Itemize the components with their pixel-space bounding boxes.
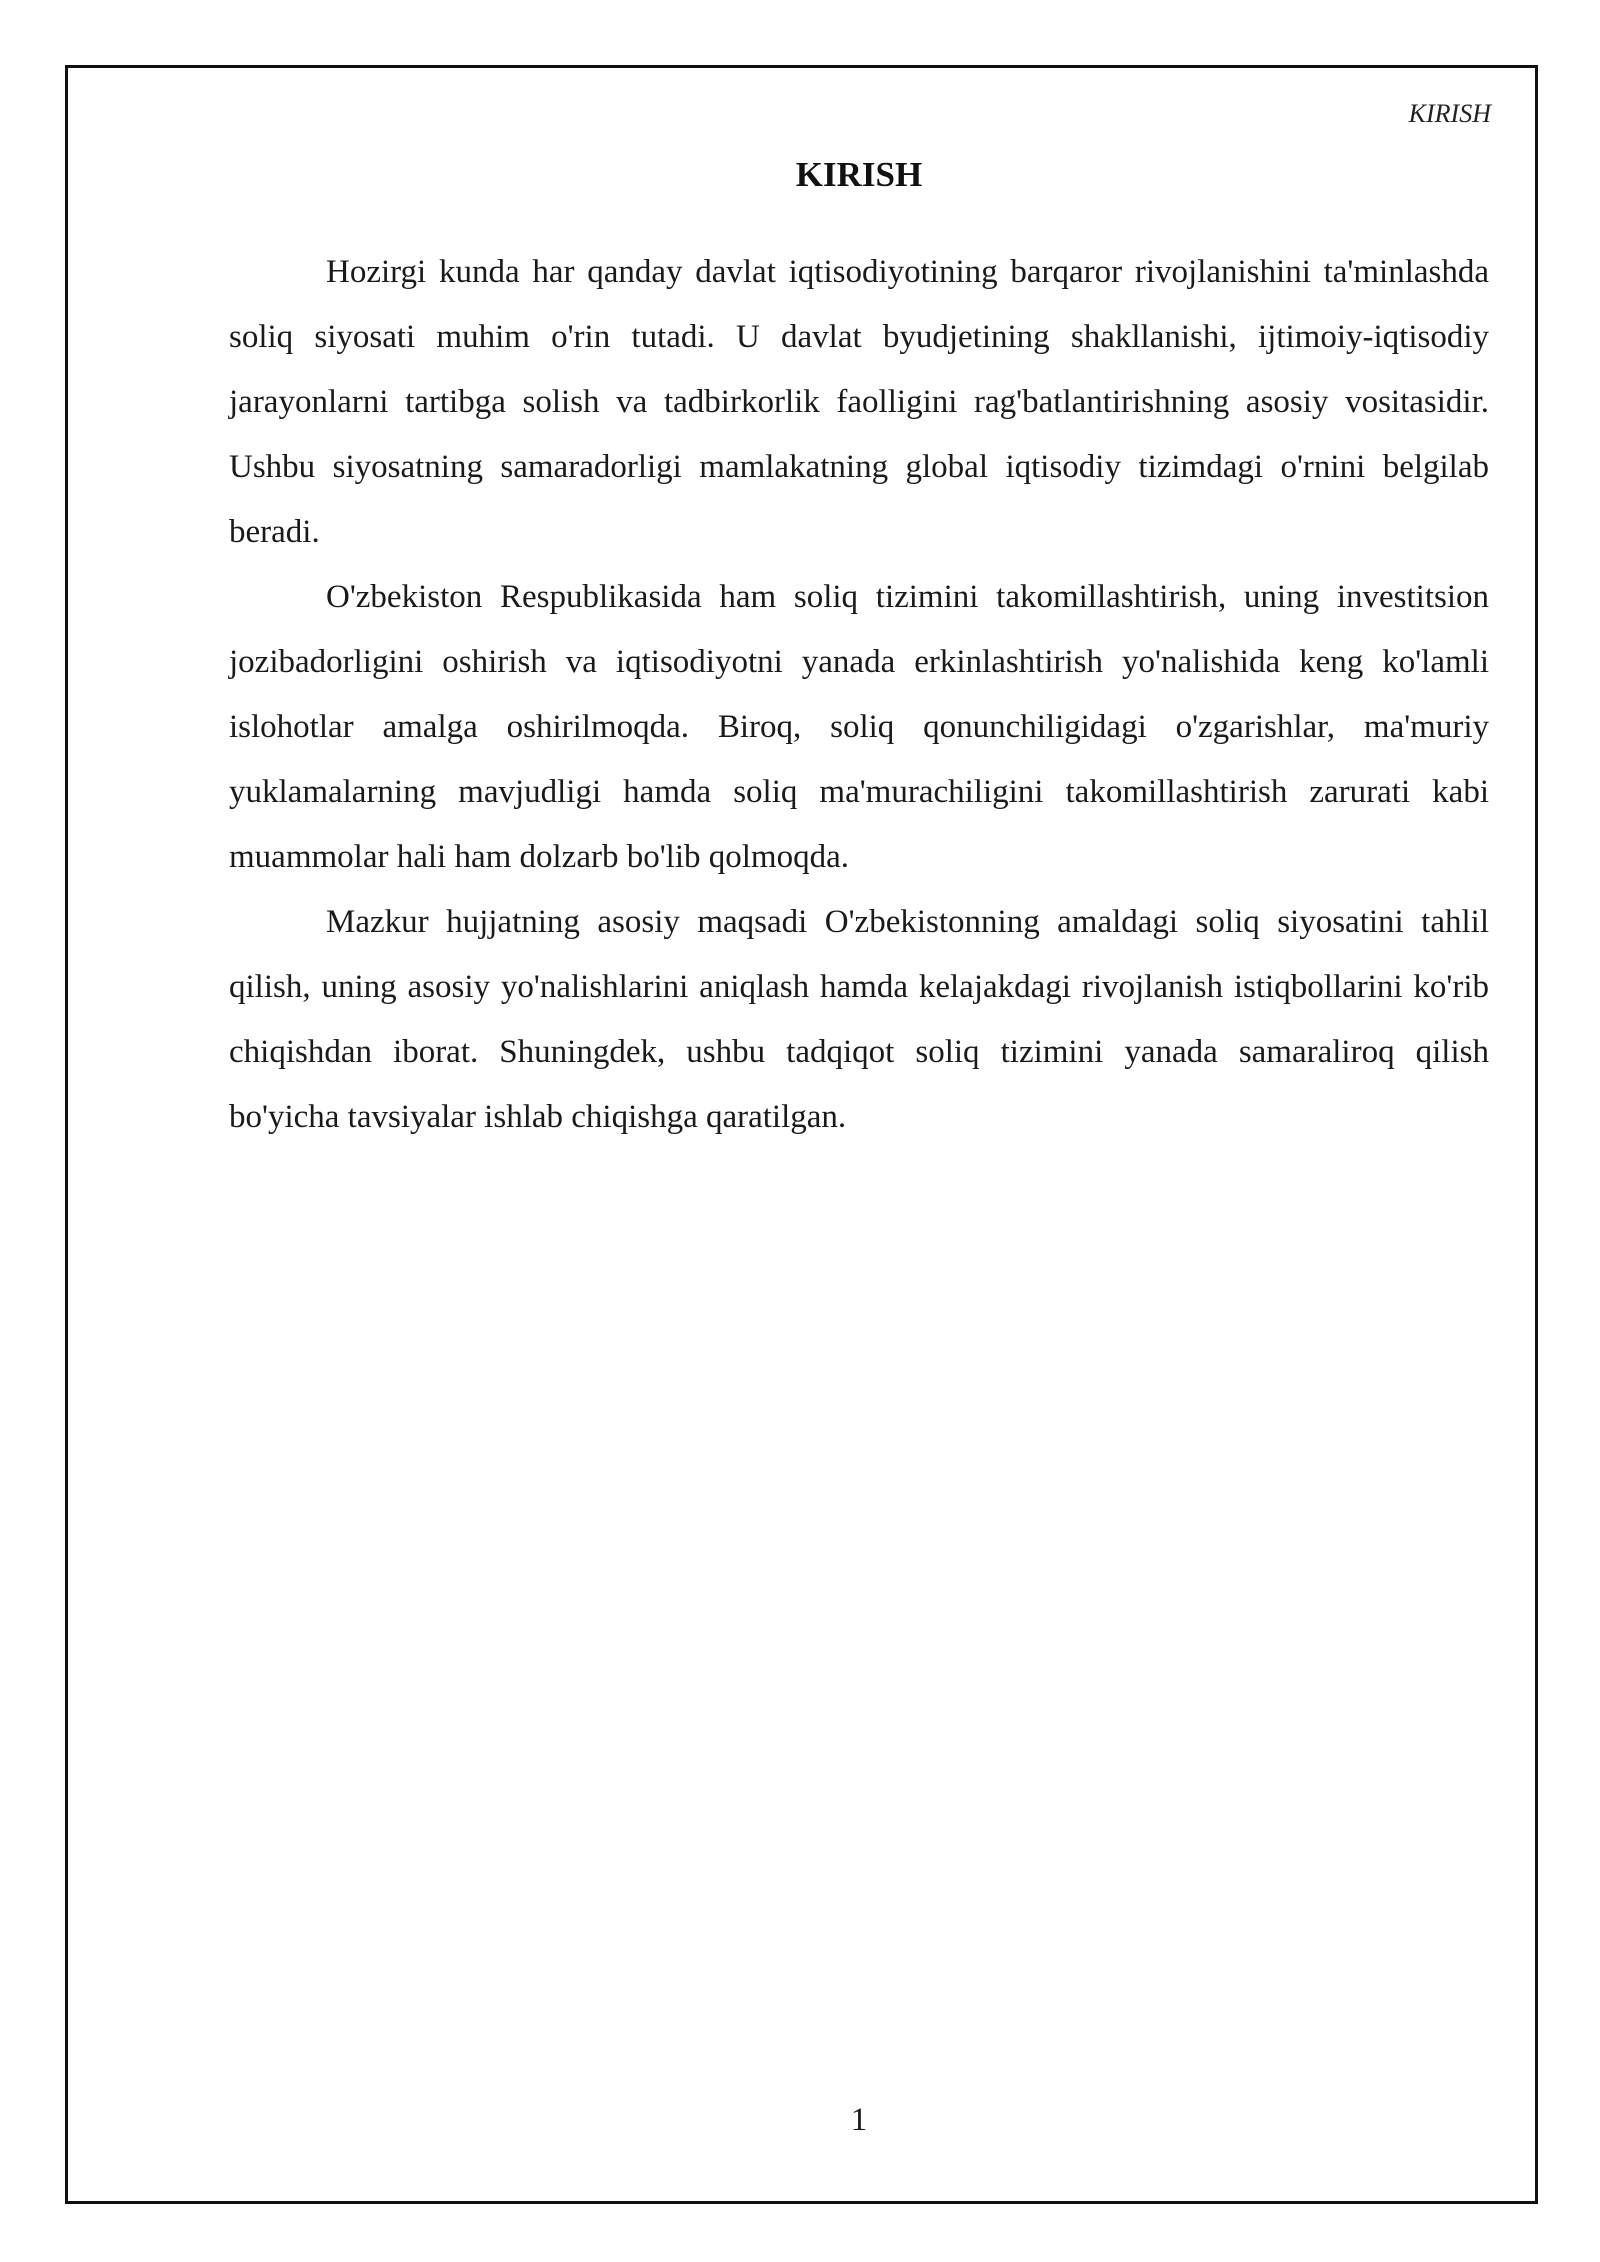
paragraph: O'zbekiston Respublikasida ham soliq tizimini takomillashtirish, uning investitsion jozibadorligini oshirish va iqtisodiyotni yanada erkinlashtirish yo'nalishida keng ko'lamli islohotlar amalga oshirilmoqda. Biroq, soliq qonunchiligidagi o'zgarishlar, ma'muriy yuklamalarning mavjudligi hamda soliq ma'murachiligini takomillashtirish zarurati kabi muammolar hali ham dolzarb bo'lib qolmoqda. — [229, 579, 1489, 875]
page-number: 1 — [850, 2102, 868, 2138]
body-text — [229, 240, 1489, 1150]
paragraph: Mazkur hujjatning asosiy maqsadi O'zbekistonning amaldagi soliq siyosatini tahlil qilish, uning asosiy yo'nalishlarini aniqlash hamda kelajakdagi rivojlanish istiqbollarini ko'rib chiqishdan iborat. Shuningdek, ushbu tadqiqot soliq tizimini yanada samaraliroq qilish bo'yicha tavsiyalar ishlab chiqishga qaratilgan. — [229, 904, 1489, 1135]
running-header: KIRISH — [1408, 99, 1491, 128]
page-title: KIRISH — [795, 155, 923, 194]
paragraph: Hozirgi kunda har qanday davlat iqtisodiyotining barqaror rivojlanishini ta'minlashda soliq siyosati muhim o'rin tutadi. U davlat byudjetining shakllanishi, ijtimoiy-iqtisodiy jarayonlarni tartibga solish va tadbirkorlik faolligini rag'batlantirishning asosiy vositasidir. Ushbu siyosatning samaradorligi mamlakatning global iqtisodiy tizimdagi o'rnini belgilab beradi. — [229, 254, 1489, 550]
